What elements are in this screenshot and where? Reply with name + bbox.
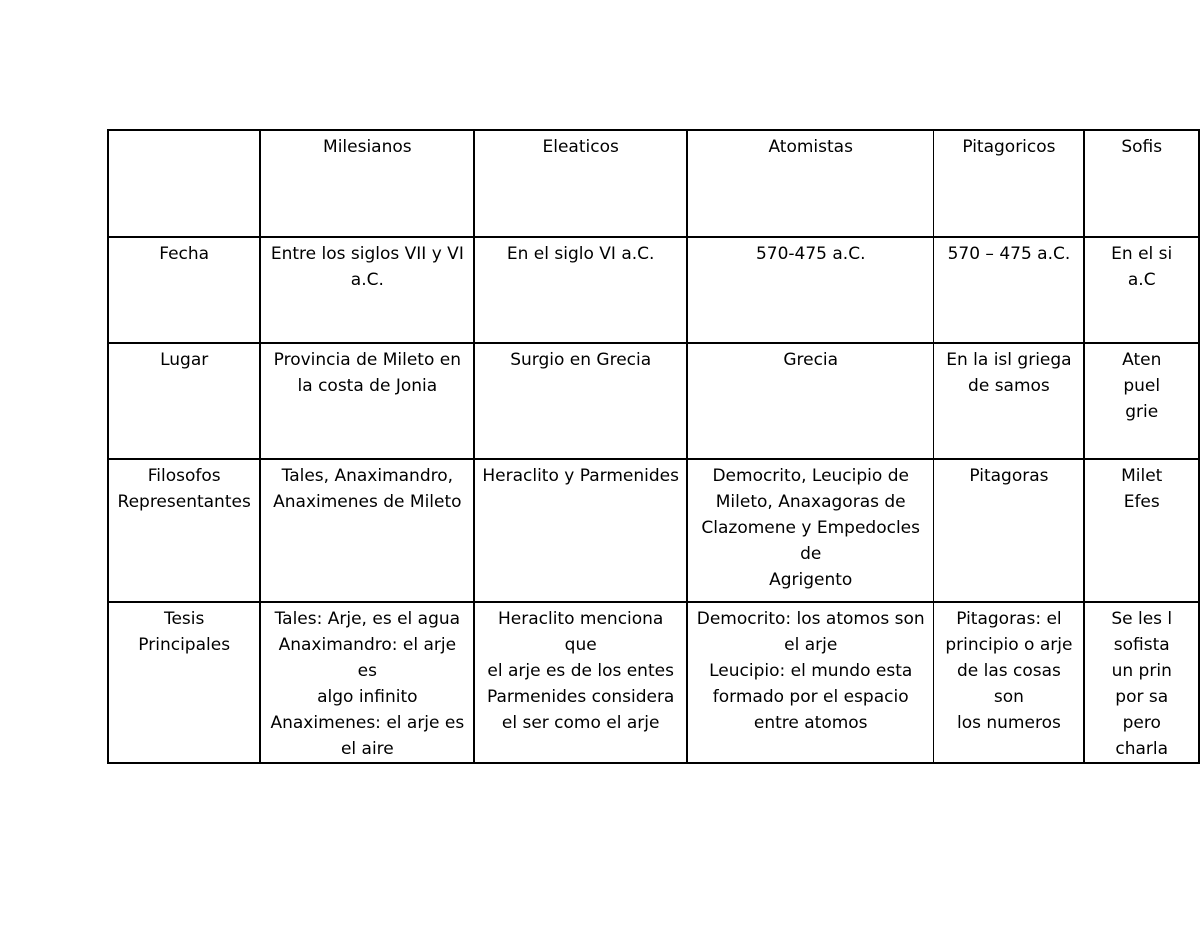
- cell-fecha-milesianos: Entre los siglos VII y VI a.C.: [260, 237, 474, 343]
- header-cell-sofistas: Sofis: [1084, 130, 1199, 237]
- header-cell-eleaticos: Eleaticos: [474, 130, 687, 237]
- row-label-tesis: Tesis Principales: [108, 602, 260, 763]
- cell-lugar-eleaticos: Surgio en Grecia: [474, 343, 687, 459]
- cell-tesis-pitagoricos: Pitagoras: el principio o arje de las cosas son los numeros: [934, 602, 1085, 763]
- cell-tesis-atomistas: Democrito: los atomos son el arje Leucipio: el mundo esta formado por el espacio entre atomos: [687, 602, 934, 763]
- cell-tesis-eleaticos: Heraclito menciona que el arje es de los entes Parmenides considera el ser como el arje: [474, 602, 687, 763]
- table-row-tesis: [108, 602, 1199, 763]
- cell-fecha-pitagoricos: 570 – 475 a.C.: [934, 237, 1085, 343]
- header-row: [108, 130, 1199, 237]
- cell-lugar-milesianos: Provincia de Mileto en la costa de Jonia: [260, 343, 474, 459]
- cell-lugar-atomistas: Grecia: [687, 343, 934, 459]
- table-row-filosofos: [108, 459, 1199, 602]
- header-cell-milesianos: Milesianos: [260, 130, 474, 237]
- philosophy-comparison-table: [107, 129, 1200, 764]
- cell-tesis-milesianos: Tales: Arje, es el agua Anaximandro: el arje es algo infinito Anaximenes: el arje es el aire: [260, 602, 474, 763]
- cell-filosofos-eleaticos: Heraclito y Parmenides: [474, 459, 687, 602]
- header-cell-pitagoricos: Pitagoricos: [934, 130, 1085, 237]
- cell-filosofos-atomistas: Democrito, Leucipio de Mileto, Anaxagoras de Clazomene y Empedocles de Agrigento: [687, 459, 934, 602]
- row-label-fecha: Fecha: [108, 237, 260, 343]
- cell-fecha-eleaticos: En el siglo VI a.C.: [474, 237, 687, 343]
- table-row-fecha: [108, 237, 1199, 343]
- cell-fecha-atomistas: 570-475 a.C.: [687, 237, 934, 343]
- cell-filosofos-sofistas: Milet Efes: [1084, 459, 1199, 602]
- cell-tesis-sofistas: Se les l sofista un prin por sa pero charla: [1084, 602, 1199, 763]
- cell-lugar-sofistas: Aten puel grie: [1084, 343, 1199, 459]
- cell-filosofos-milesianos: Tales, Anaximandro, Anaximenes de Mileto: [260, 459, 474, 602]
- cell-lugar-pitagoricos: En la isl griega de samos: [934, 343, 1085, 459]
- row-label-filosofos: Filosofos Representantes: [108, 459, 260, 602]
- row-label-lugar: Lugar: [108, 343, 260, 459]
- table-row-lugar: [108, 343, 1199, 459]
- cell-filosofos-pitagoricos: Pitagoras: [934, 459, 1085, 602]
- header-cell-atomistas: Atomistas: [687, 130, 934, 237]
- header-cell-empty: [108, 130, 260, 237]
- cell-fecha-sofistas: En el si a.C: [1084, 237, 1199, 343]
